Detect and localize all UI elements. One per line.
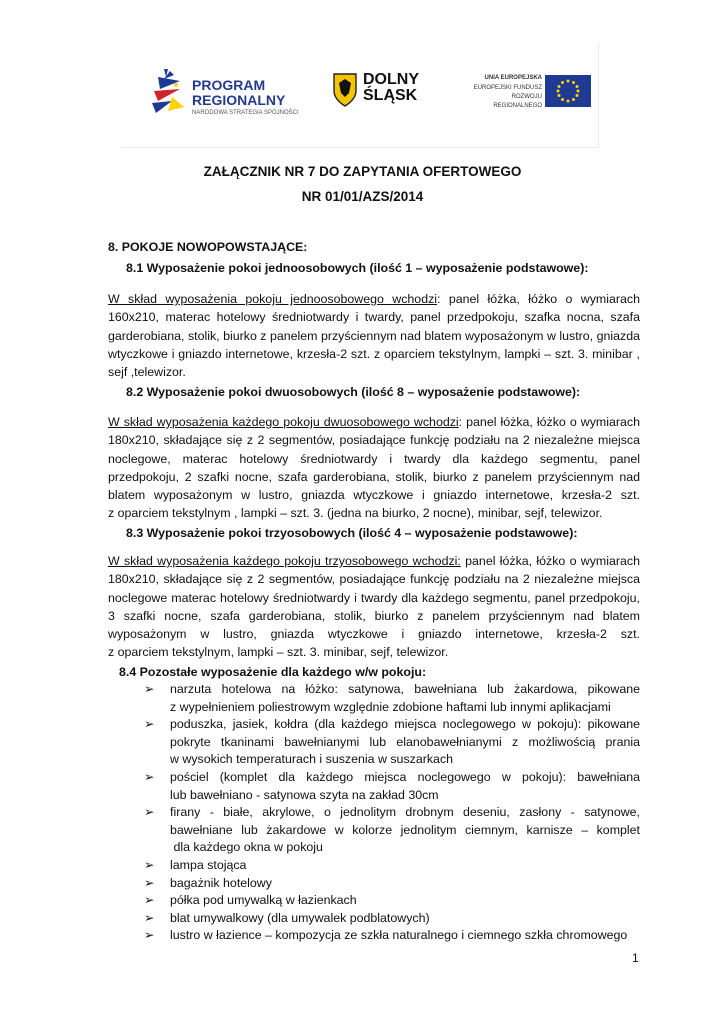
eu-fund-logo — [472, 72, 592, 112]
equipment-bullet-list — [144, 681, 640, 945]
s83-lead: W skład wyposażenia każdego pokoju trzyosobowego wchodzi: — [108, 554, 461, 568]
s82-l5: blatem wyposażonym w lustro, gniazda wtyczkowe i gniazdo internetowe, krzesła-2 szt. — [108, 488, 640, 503]
list-item — [144, 875, 640, 893]
list-item — [144, 681, 640, 716]
s83-l1: panel łóżka, łóżko o wymiarach — [460, 554, 640, 568]
s83-l5: wyposażonym w lustro, gniazda wtyczkowe i gniazdo internetowe, krzesła-2 szt. — [108, 627, 640, 642]
eu-flag-icon — [545, 75, 591, 107]
page-number: 1 — [632, 951, 639, 965]
list-item-line: lub bawełniano - satynowa szyta na zakład 30cm — [170, 787, 439, 802]
section-8-1-paragraph — [108, 290, 640, 381]
s81-lead: W skład wyposażenia pokoju jednoosobowego wchodzi — [108, 292, 438, 306]
s82-l2: 180x210, składające się z 2 segmentów, posiadające funkcję podziału na 2 niezależne miejsca — [108, 433, 640, 448]
list-item-line: bagażnik hotelowy — [170, 875, 272, 890]
s81-l1: : panel łóżka, łóżko o wymiarach — [437, 292, 640, 306]
nss-emblem-icon — [150, 67, 188, 119]
logo-right-line2: EUROPEJSKI FUNDUSZ — [473, 85, 542, 91]
s81-l3: garderobiana, stolik, biurko z panelem przyściennym nad blatem wyposażonym w lustro, gniazda — [108, 328, 640, 343]
s82-lead: W skład wyposażenia każdego pokoju dwuosobowego wchodzi — [108, 415, 459, 429]
list-item-line: półka pod umywalką w łazienkach — [170, 893, 357, 908]
list-item — [144, 804, 640, 857]
arrow-bullet-icon: ➢ — [144, 910, 155, 925]
section-8-3-heading: 8.3 Wyposażenie pokoi trzyosobowych (ilość 4 – wyposażenie podstawowe): — [126, 526, 578, 540]
coat-of-arms-icon — [333, 73, 357, 107]
list-item — [144, 769, 640, 804]
list-item-line: firany - białe, akrylowe, o jednolitym drobnym deseniu, zasłony - satynowe, — [170, 805, 640, 820]
dolny-slask-logo — [333, 71, 433, 111]
arrow-bullet-icon: ➢ — [144, 769, 155, 784]
section-8-2-heading: 8.2 Wyposażenie pokoi dwuosobowych (ilość 8 – wyposażenie podstawowe): — [126, 385, 581, 399]
logo-mid-line2: ŚLĄSK — [363, 87, 418, 104]
arrow-bullet-icon: ➢ — [144, 805, 155, 820]
s81-l2: 160x210, materac hotelowy średniotwardy i twardy, panel przedpokoju, szafka nocna, szafa — [108, 310, 640, 325]
arrow-bullet-icon: ➢ — [144, 875, 155, 890]
list-item-line: w wysokich temperaturach i suszenia w suszarkach — [170, 752, 454, 767]
logo-right-line3: ROZWOJU REGIONALNEGO — [493, 94, 542, 109]
list-item — [144, 927, 640, 945]
list-item — [144, 716, 640, 769]
list-item-line: blat umywalkowy (dla umywalek podblatowych) — [170, 910, 430, 925]
section-8-3-paragraph — [108, 552, 640, 662]
list-item-line: dla każdego okna w pokoju — [170, 840, 323, 855]
arrow-bullet-icon: ➢ — [144, 928, 155, 943]
list-item-line: narzuta hotelowa na łóżko: satynowa, bawełniana lub żakardowa, pikowane — [170, 682, 640, 696]
list-item-line: pokryte tkaninami bawełnianymi lub elanobawełnianymi z możliwością prania — [170, 734, 640, 749]
arrow-bullet-icon: ➢ — [144, 682, 155, 696]
list-item-line: z wypełnieniem poliestrowym względnie zdobione haftami lub innymi aplikacjami — [170, 699, 611, 714]
logo-right-line1: UNIA EUROPEJSKA — [484, 75, 542, 81]
logo-left-line3: NARODOWA STRATEGIA SPÓJNOŚCI — [192, 110, 299, 116]
s83-l2: 180x210, składające się z 2 segmentów, posiadające funkcję podziału na 2 niezależne miejsca — [108, 572, 640, 587]
s82-l3: noclegowe, materac hotelowy średniotwardy i twardy dla każdego segmentu, panel — [108, 451, 640, 466]
arrow-bullet-icon: ➢ — [144, 717, 155, 732]
program-regionalny-logo — [150, 67, 300, 123]
logo-left-line2: REGIONALNY — [192, 92, 286, 108]
s81-l5: sejf ,telewizor. — [108, 365, 186, 380]
list-item — [144, 910, 640, 928]
list-item — [144, 892, 640, 910]
s83-l4: 3 szafki nocne, szafa garderobiana, stolik, biurko z panelem przyściennym nad blatem — [108, 608, 640, 623]
arrow-bullet-icon: ➢ — [144, 857, 155, 872]
logo-left-line1: PROGRAM — [192, 77, 266, 93]
list-item — [144, 857, 640, 875]
list-item-line: lampa stojąca — [170, 857, 247, 872]
s83-l3: noclegowe materac hotelowy średniotwardy i twardy dla każdego segmentu, panel przedpokoju, — [108, 590, 640, 605]
s82-l1: : panel łóżka, łóżko o wymiarach — [458, 415, 640, 429]
logo-mid-line1: DOLNY — [363, 71, 419, 88]
document-title-line2: NR 01/01/AZS/2014 — [301, 189, 424, 204]
list-item-line: poduszka, jasiek, kołdra (dla każdego miejsca noclegowego w pokoju): pikowane — [170, 717, 640, 732]
arrow-bullet-icon: ➢ — [144, 893, 155, 908]
list-item-line: lustro w łazience – kompozycja ze szkła naturalnego i ciemnego szkła chromowego — [170, 928, 628, 943]
section-8-4-heading: 8.4 Pozostałe wyposażenie dla każdego w/w pokoju: — [119, 665, 427, 679]
section-8-heading: 8. POKOJE NOWOPOWSTAJĄCE: — [108, 240, 308, 254]
section-8-2-paragraph — [108, 413, 640, 523]
section-8-1-heading: 8.1 Wyposażenie pokoi jednoosobowych (ilość 1 – wyposażenie podstawowe): — [126, 261, 589, 275]
list-item-line: bawełniane lub żakardowe w kolorze jednolitym ciemnym, karnisze – komplet — [170, 822, 640, 837]
s83-l6: z oparciem tekstylnym, lampki – szt. 3. minibar, sejf, telewizor. — [108, 645, 449, 660]
s81-l4: wtyczkowe i gniazdo internetowe, krzesła-2 szt. z oparciem tekstylnym, lampki – szt. 3. minibar , — [108, 346, 640, 361]
document-title-line1: ZAŁĄCZNIK NR 7 DO ZAPYTANIA OFERTOWEGO — [203, 164, 522, 179]
list-item-line: pościel (komplet dla każdego miejsca noclegowego w pokoju): bawełniana — [170, 769, 640, 784]
s82-l4: przedpokoju, 2 szafki nocne, szafa garderobiana, stolik, biurko z panelem przyściennym nad — [108, 469, 640, 484]
s82-l6: z oparciem tekstylnym , lampki – szt. 3. (jedna na biurko, 2 nocne), minibar, sejf, telewizor. — [108, 506, 603, 521]
